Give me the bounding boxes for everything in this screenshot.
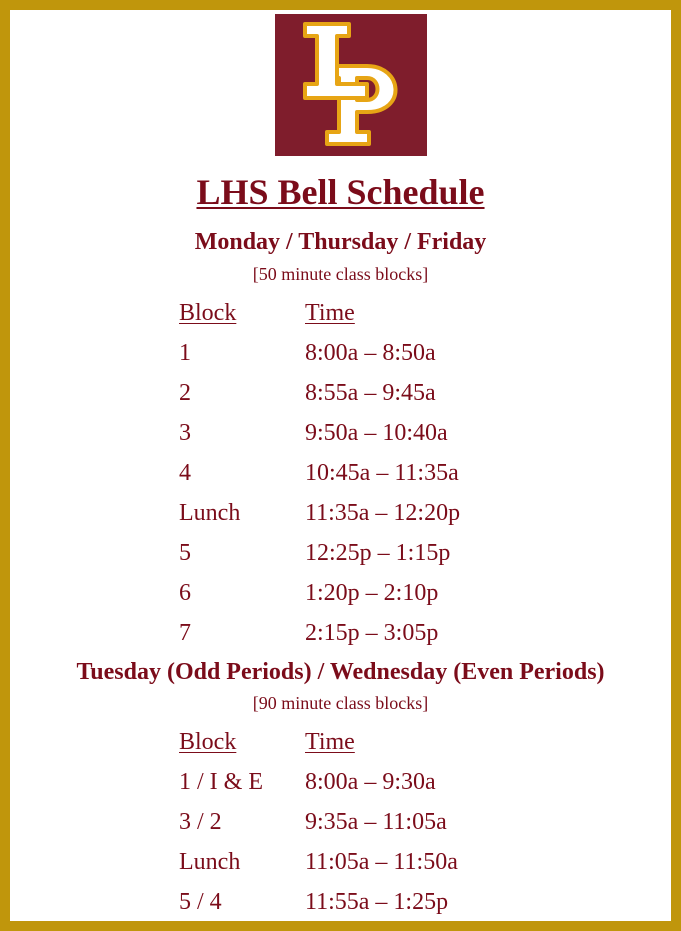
schedule-a-row-block: 1 <box>179 340 191 366</box>
schedule-a-row-time: 8:00a – 8:50a <box>305 340 436 366</box>
schedule-a-row-block: 2 <box>179 380 191 406</box>
schedule-a-row-time: 8:55a – 9:45a <box>305 380 436 406</box>
schedule-b-row-time: 11:55a – 1:25p <box>305 889 449 915</box>
schedule-b-row-block: 3 / 2 <box>179 809 222 835</box>
schedule-b-row-time: 8:00a – 9:30a <box>305 769 436 795</box>
page-title: LHS Bell Schedule <box>196 172 485 212</box>
schedule-a-row-block: 7 <box>179 620 191 646</box>
schedule-a-note: [50 minute class blocks] <box>252 264 429 284</box>
schedule-b-time-header: Time <box>305 729 355 755</box>
schedule-a-block-header: Block <box>179 300 237 326</box>
schedule-a-row-block: Lunch <box>179 500 241 526</box>
schedule-b-heading: Tuesday (Odd Periods) / Wednesday (Even Periods) <box>76 659 605 685</box>
schedule-a-row-time: 9:50a – 10:40a <box>305 420 448 446</box>
schedule-b-row-block: Lunch <box>179 849 241 875</box>
schedule-b-row-time: 11:05a – 11:50a <box>305 849 458 875</box>
schedule-a-row-time: 10:45a – 11:35a <box>305 460 459 486</box>
lp-logo <box>275 14 427 156</box>
schedule-b-row-time: 9:35a – 11:05a <box>305 809 447 835</box>
schedule-a-row-block: 4 <box>179 460 191 486</box>
schedule-a-row-block: 3 <box>179 420 191 446</box>
schedule-b-row-block: 5 / 4 <box>179 889 222 915</box>
schedule-b-block-header: Block <box>179 729 237 755</box>
schedule-a-row-time: 11:35a – 12:20p <box>305 500 461 526</box>
schedule-a-row-block: 6 <box>179 580 191 606</box>
schedule-a-row-time: 2:15p – 3:05p <box>305 620 439 646</box>
svg-text:LP: LP <box>349 152 353 154</box>
schedule-a-row-block: 5 <box>179 540 191 566</box>
schedule-b-note: [90 minute class blocks] <box>252 693 429 713</box>
schedule-a-row-time: 1:20p – 2:10p <box>305 580 439 606</box>
schedule-a-heading: Monday / Thursday / Friday <box>194 229 487 255</box>
schedule-a-time-header: Time <box>305 300 355 326</box>
schedule-a-row-time: 12:25p – 1:15p <box>305 540 451 566</box>
schedule-b-row-block: 1 / I & E <box>179 769 263 795</box>
